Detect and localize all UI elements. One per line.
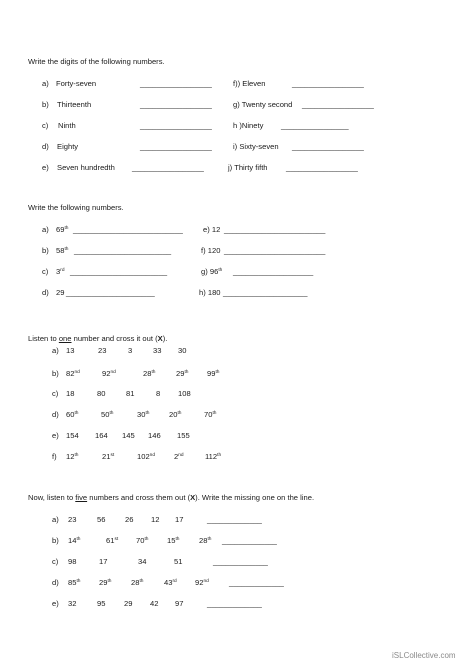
label: a) [52, 515, 59, 524]
label: e) [52, 599, 59, 608]
number: 3rd [56, 267, 65, 276]
label: a) [42, 225, 49, 234]
answer-line[interactable]: _________________ [302, 100, 374, 109]
list-item[interactable]: 2nd [174, 452, 184, 461]
label: b) [52, 536, 59, 545]
number: 29 [56, 288, 65, 297]
list-item[interactable]: 112th [205, 452, 222, 461]
label: f) [52, 452, 57, 461]
answer-line[interactable]: _________________ [286, 163, 358, 172]
answer-line[interactable]: _____________ [213, 557, 268, 566]
word: i) Sixty-seven [233, 142, 279, 151]
number: 69th [56, 225, 69, 234]
label: d) [42, 288, 49, 297]
list-item[interactable]: 30th [137, 410, 150, 419]
list-item[interactable]: 3 [128, 346, 133, 355]
answer-line[interactable]: _____________________ [66, 288, 155, 297]
list-item[interactable]: 146 [148, 431, 161, 440]
label: a) [42, 79, 49, 88]
list-item[interactable]: 29 [124, 599, 133, 608]
list-item[interactable]: 70th [204, 410, 217, 419]
list-item[interactable]: 85th [68, 578, 81, 587]
list-item[interactable]: 32 [68, 599, 77, 608]
list-item[interactable]: 17 [175, 515, 184, 524]
list-item[interactable]: 99th [207, 369, 220, 378]
label: b) [42, 100, 49, 109]
list-item[interactable]: 81 [126, 389, 135, 398]
list-item[interactable]: 95 [97, 599, 106, 608]
list-item[interactable]: 8 [156, 389, 161, 398]
word: Thirteenth [57, 100, 92, 109]
word: Seven hundredth [57, 163, 115, 172]
list-item[interactable]: 12th [66, 452, 79, 461]
list-item[interactable]: 43rd [164, 578, 177, 587]
list-item[interactable]: 34 [138, 557, 147, 566]
number: f) 120 [201, 246, 221, 255]
list-item[interactable]: 50th [101, 410, 114, 419]
list-item[interactable]: 154 [66, 431, 79, 440]
label: d) [52, 578, 59, 587]
s3-title: Listen to one number and cross it out (X). [28, 334, 168, 343]
list-item[interactable]: 92nd [195, 578, 209, 587]
number: h) 180 [199, 288, 221, 297]
list-item[interactable]: 155 [177, 431, 190, 440]
list-item[interactable]: 14th [68, 536, 81, 545]
answer-line[interactable]: _________________ [132, 163, 204, 172]
list-item[interactable]: 17 [99, 557, 108, 566]
word: h )Ninety [233, 121, 264, 130]
word: Ninth [58, 121, 76, 130]
label: c) [52, 389, 59, 398]
list-item[interactable]: 56 [97, 515, 106, 524]
label: a) [52, 346, 59, 355]
list-item[interactable]: 102nd [137, 452, 156, 461]
answer-line[interactable]: _____________ [229, 578, 284, 587]
list-item[interactable]: 26 [125, 515, 134, 524]
answer-line[interactable]: ____________________ [223, 288, 308, 297]
answer-line[interactable]: _____________ [207, 599, 262, 608]
list-item[interactable]: 23 [68, 515, 77, 524]
list-item[interactable]: 82nd [66, 369, 80, 378]
list-item[interactable]: 20th [169, 410, 182, 419]
s4-title: Now, listen to five numbers and cross them out (X). Write the missing one on the line. [28, 493, 315, 502]
list-item[interactable]: 164 [95, 431, 108, 440]
label: c) [42, 267, 49, 276]
number: 58th [56, 246, 69, 255]
answer-line[interactable]: _____________ [222, 536, 277, 545]
label: d) [52, 410, 59, 419]
list-item[interactable]: 12 [151, 515, 160, 524]
list-item[interactable]: 21st [102, 452, 115, 461]
list-item[interactable]: 98 [68, 557, 77, 566]
watermark: iSLCollective.com [392, 651, 456, 660]
answer-line[interactable]: _______________________ [70, 267, 168, 276]
label: c) [52, 557, 59, 566]
list-item[interactable]: 51 [174, 557, 183, 566]
list-item[interactable]: 18 [66, 389, 75, 398]
word: j) Thirty fifth [228, 163, 268, 172]
s1-title: Write the digits of the following numbers. [28, 57, 165, 66]
answer-line[interactable]: ________________________ [224, 225, 326, 234]
s2-title: Write the following numbers. [28, 203, 124, 212]
word: Eighty [57, 142, 79, 151]
label: b) [52, 369, 59, 378]
list-item[interactable]: 60th [66, 410, 79, 419]
list-item[interactable]: 80 [97, 389, 106, 398]
list-item[interactable]: 92nd [102, 369, 116, 378]
word: Forty-seven [56, 79, 97, 88]
word: f)) Eleven [233, 79, 266, 88]
answer-line[interactable]: _________________ [292, 79, 364, 88]
list-item[interactable]: 28th [143, 369, 156, 378]
answer-line[interactable]: _____________ [207, 515, 262, 524]
answer-line[interactable]: _________________ [292, 142, 364, 151]
number: e) 12 [203, 225, 221, 234]
answer-line[interactable]: _________________ [140, 100, 212, 109]
word: g) Twenty second [233, 100, 293, 109]
list-item[interactable]: 28th [131, 578, 144, 587]
list-item[interactable]: 70th [136, 536, 149, 545]
list-item[interactable]: 145 [122, 431, 135, 440]
label: d) [42, 142, 49, 151]
answer-line[interactable]: ________________ [281, 121, 349, 130]
list-item[interactable]: 61st [106, 536, 119, 545]
answer-line[interactable]: _________________ [140, 142, 212, 151]
answer-line[interactable]: ________________________ [224, 246, 326, 255]
list-item[interactable]: 29th [99, 578, 112, 587]
number: g) 96th [201, 267, 223, 276]
list-item[interactable]: 97 [175, 599, 184, 608]
label: b) [42, 246, 49, 255]
answer-line[interactable]: __________________________ [73, 225, 183, 234]
list-item[interactable]: 29th [176, 369, 189, 378]
answer-line[interactable]: _________________ [140, 79, 212, 88]
label: e) [52, 431, 59, 440]
list-item[interactable]: 23 [98, 346, 107, 355]
list-item[interactable]: 108 [178, 389, 191, 398]
label: e) [42, 163, 49, 172]
list-item[interactable]: 42 [150, 599, 159, 608]
list-item[interactable]: 33 [153, 346, 162, 355]
list-item[interactable]: 15th [167, 536, 180, 545]
answer-line[interactable]: _______________________ [74, 246, 172, 255]
answer-line[interactable]: _________________ [140, 121, 212, 130]
label: c) [42, 121, 49, 130]
list-item[interactable]: 13 [66, 346, 75, 355]
list-item[interactable]: 30 [178, 346, 187, 355]
answer-line[interactable]: ___________________ [233, 267, 314, 276]
list-item[interactable]: 28th [199, 536, 212, 545]
